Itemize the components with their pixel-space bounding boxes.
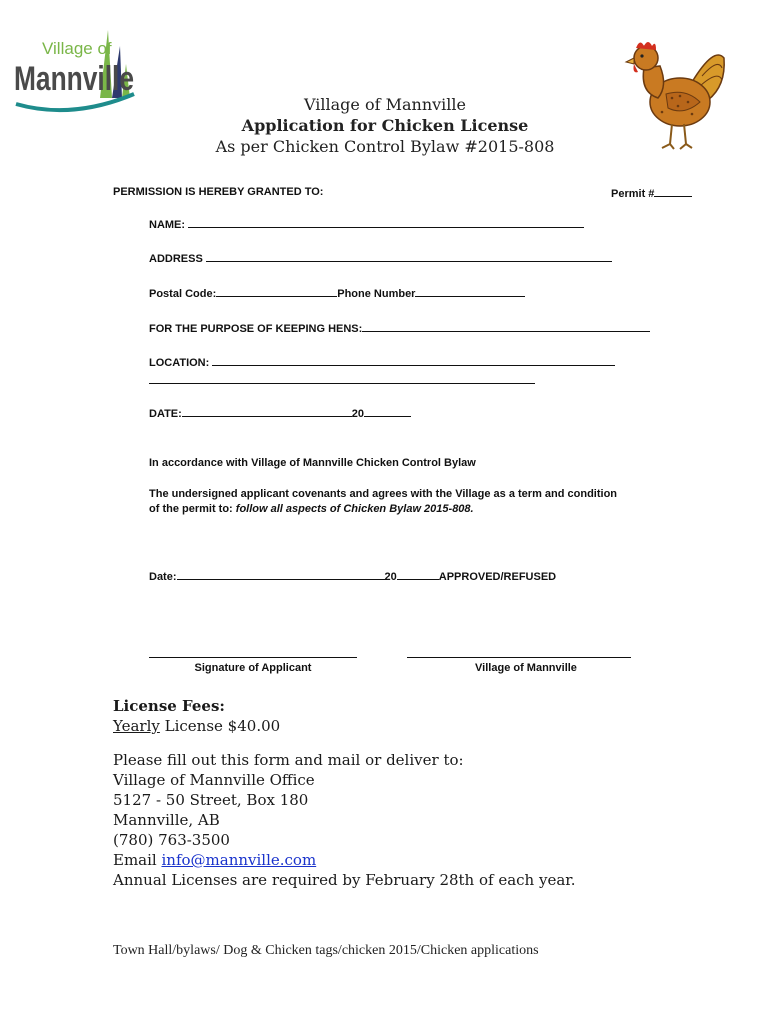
postal-code-field[interactable] — [216, 286, 337, 297]
postal-phone-row — [149, 286, 525, 300]
header-org: Village of Mannville — [304, 95, 466, 114]
name-row — [149, 217, 584, 231]
email-label: Email — [113, 851, 162, 869]
approved-refused-label: APPROVED/REFUSED — [438, 571, 557, 583]
logo-text-main: Mannville — [14, 60, 134, 98]
village-signature-label: Village of Mannville — [475, 662, 577, 674]
fees-heading: License Fees: — [113, 697, 225, 715]
page-title: Application for Chicken License — [241, 116, 529, 135]
logo-text-top: Village of — [42, 39, 112, 58]
approval-year-prefix: 20 — [384, 571, 397, 583]
date-year-prefix: 20 — [351, 408, 365, 420]
permit-label: Permit # — [611, 188, 655, 200]
license-amount: License $40.00 — [159, 717, 281, 735]
location-field-line2[interactable] — [149, 383, 535, 384]
covenant-italic: follow all aspects of Chicken Bylaw 2015-808. — [235, 503, 474, 515]
name-field[interactable] — [188, 217, 584, 228]
phone-label: Phone Number — [337, 288, 416, 300]
permission-label: PERMISSION IS HEREBY GRANTED TO: — [113, 186, 324, 198]
approval-date-field[interactable] — [177, 569, 385, 580]
postal-label: Postal Code: — [149, 288, 217, 300]
email-row — [113, 850, 733, 870]
yearly-license-row — [113, 716, 733, 736]
office-name: Village of Mannville Office — [113, 771, 315, 789]
accordance-text: In accordance with Village of Mannville Chicken Control Bylaw — [149, 457, 476, 469]
applicant-signature-line[interactable] — [149, 657, 357, 658]
date-year-field[interactable] — [364, 406, 411, 417]
name-label: NAME: — [149, 219, 186, 231]
fees-section — [113, 696, 733, 890]
address-label: ADDRESS — [149, 253, 203, 265]
address-field[interactable] — [206, 251, 612, 262]
email-link[interactable]: info@mannville.com — [161, 851, 317, 869]
office-phone: (780) 763-3500 — [113, 831, 230, 849]
date-field[interactable] — [182, 406, 352, 417]
covenant-text-line2 — [149, 503, 474, 515]
date-label: DATE: — [149, 408, 182, 420]
approval-date-label: Date: — [149, 571, 177, 583]
phone-number-field[interactable] — [415, 286, 525, 297]
purpose-row — [149, 321, 650, 335]
location-label: LOCATION: — [149, 357, 210, 369]
applicant-signature-label: Signature of Applicant — [194, 662, 312, 674]
mail-instruction: Please fill out this form and mail or deliver to: — [113, 751, 464, 769]
office-city: Mannville, AB — [113, 811, 220, 829]
covenant-text: The undersigned applicant covenants and agrees with the Village as a term and condition — [149, 488, 618, 500]
approval-year-field[interactable] — [397, 569, 439, 580]
approval-date-row — [149, 569, 556, 583]
covenant-lead: of the permit to: — [149, 503, 236, 515]
footer-path: Town Hall/bylaws/ Dog & Chicken tags/chicken 2015/Chicken applications — [113, 943, 539, 958]
village-signature-line[interactable] — [407, 657, 631, 658]
office-street: 5127 - 50 Street, Box 180 — [113, 791, 309, 809]
address-row — [149, 251, 612, 265]
purpose-field[interactable] — [362, 321, 650, 332]
permit-number-row — [611, 186, 692, 200]
permit-number-field[interactable] — [654, 186, 692, 197]
page-subtitle: As per Chicken Control Bylaw #2015-808 — [215, 137, 555, 156]
location-row — [149, 355, 615, 369]
yearly-label: Yearly — [113, 717, 160, 735]
date-row — [149, 406, 411, 420]
purpose-label: FOR THE PURPOSE OF KEEPING HENS: — [149, 323, 363, 335]
annual-note: Annual Licenses are required by February 28th of each year. — [113, 871, 576, 889]
location-field[interactable] — [212, 355, 615, 366]
